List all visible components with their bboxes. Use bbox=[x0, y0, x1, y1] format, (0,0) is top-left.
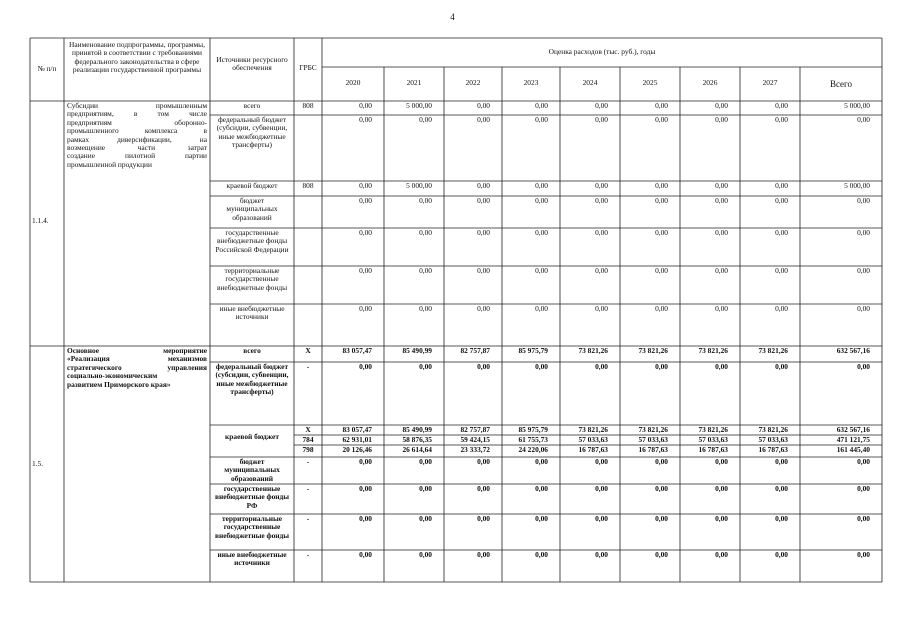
value-cell: 0,00 bbox=[477, 228, 490, 237]
grbs-code: - bbox=[306, 550, 310, 559]
page-number: 4 bbox=[450, 12, 455, 22]
grbs-code: 798 bbox=[302, 444, 314, 454]
year-header: 2022 bbox=[465, 78, 481, 87]
value-cell: 0,00 bbox=[857, 115, 870, 124]
grbs-code: 784 bbox=[302, 434, 314, 444]
value-cell: 73 821,26 bbox=[638, 424, 668, 434]
value-cell: 85 975,79 bbox=[518, 424, 548, 434]
grbs-code: 808 bbox=[302, 101, 314, 110]
value-cell: 85 975,79 bbox=[518, 346, 548, 355]
value-cell: 0,00 bbox=[775, 196, 788, 205]
year-header: 2023 bbox=[523, 78, 539, 87]
value-cell: 0,00 bbox=[655, 457, 668, 466]
value-cell: 0,00 bbox=[595, 196, 608, 205]
source-label: иные внебюджетные источники bbox=[217, 551, 287, 568]
value-cell: 0,00 bbox=[419, 228, 432, 237]
grbs-code: X bbox=[305, 424, 311, 434]
value-cell: 82 757,87 bbox=[460, 346, 490, 355]
source-label: краевой бюджет bbox=[225, 432, 279, 441]
value-cell: 0,00 bbox=[477, 484, 490, 493]
grbs-code: - bbox=[306, 484, 310, 493]
source-label: бюджет муниципальных образований bbox=[224, 458, 280, 483]
source-label: краевой бюджет bbox=[226, 182, 278, 190]
value-cell: 0,00 bbox=[535, 304, 548, 313]
value-cell: 0,00 bbox=[655, 550, 668, 559]
value-cell: 0,00 bbox=[359, 304, 372, 313]
value-cell: 0,00 bbox=[535, 181, 548, 190]
value-cell: 5 000,00 bbox=[844, 101, 870, 110]
value-cell: 0,00 bbox=[419, 196, 432, 205]
value-cell: 0,00 bbox=[359, 550, 372, 559]
value-cell: 0,00 bbox=[857, 514, 870, 523]
value-cell: 0,00 bbox=[715, 550, 728, 559]
value-cell: 0,00 bbox=[477, 196, 490, 205]
column-header-number: № п/п bbox=[37, 64, 57, 73]
value-cell: 5 000,00 bbox=[406, 101, 432, 110]
measure-name-line: предприятиям, в том числе bbox=[67, 109, 207, 119]
source-label: государственные внебюджетные фонды РФ bbox=[214, 485, 290, 510]
value-cell: 59 424,15 bbox=[460, 434, 490, 444]
value-cell: 61 755,73 bbox=[518, 434, 548, 444]
value-cell: 0,00 bbox=[477, 115, 490, 124]
value-cell: 0,00 bbox=[535, 514, 548, 523]
value-cell: 0,00 bbox=[477, 266, 490, 275]
measure-name-line: социально-экономическим bbox=[67, 371, 158, 381]
measure-name-line: промышленного комплекса в bbox=[67, 126, 207, 136]
value-cell: 0,00 bbox=[715, 514, 728, 523]
value-cell: 0,00 bbox=[655, 196, 668, 205]
measure-name-line: создание пилотной партии bbox=[67, 151, 207, 161]
value-cell: 0,00 bbox=[535, 457, 548, 466]
value-cell: 161 445,40 bbox=[836, 444, 870, 454]
value-cell: 0,00 bbox=[595, 514, 608, 523]
value-cell: 0,00 bbox=[857, 228, 870, 237]
value-cell: 0,00 bbox=[595, 115, 608, 124]
measure-name-line: развитием Приморского края» bbox=[67, 379, 171, 389]
value-cell: 16 787,63 bbox=[698, 444, 728, 454]
year-header: 2025 bbox=[642, 78, 658, 87]
value-cell: 16 787,63 bbox=[638, 444, 668, 454]
value-cell: 0,00 bbox=[419, 115, 432, 124]
source-label: федеральный бюджет (субсидии, субвенции, иные межбюджетные трансферты) bbox=[216, 116, 288, 150]
value-cell: 0,00 bbox=[775, 101, 788, 110]
value-cell: 0,00 bbox=[857, 196, 870, 205]
measure-name-line: предприятиям оборонно- bbox=[67, 117, 207, 127]
value-cell: 0,00 bbox=[595, 266, 608, 275]
value-cell: 0,00 bbox=[655, 101, 668, 110]
grbs-code: 808 bbox=[302, 181, 314, 190]
value-cell: 0,00 bbox=[535, 196, 548, 205]
row-number: 1.5. bbox=[32, 459, 44, 468]
value-cell: 20 126,46 bbox=[342, 444, 372, 454]
value-cell: 0,00 bbox=[359, 228, 372, 237]
measure-name-line: возмещение части затрат bbox=[67, 143, 207, 152]
value-cell: 0,00 bbox=[477, 362, 490, 371]
value-cell: 16 787,63 bbox=[578, 444, 608, 454]
value-cell: 0,00 bbox=[595, 484, 608, 493]
value-cell: 0,00 bbox=[655, 266, 668, 275]
value-cell: 0,00 bbox=[857, 266, 870, 275]
grbs-code: - bbox=[306, 514, 310, 523]
value-cell: 73 821,26 bbox=[698, 424, 728, 434]
value-cell: 24 220,06 bbox=[518, 444, 548, 454]
value-cell: 58 876,35 bbox=[402, 434, 432, 444]
value-cell: 73 821,26 bbox=[698, 346, 728, 355]
value-cell: 57 033,63 bbox=[758, 434, 788, 444]
value-cell: 0,00 bbox=[359, 266, 372, 275]
value-cell: 0,00 bbox=[655, 362, 668, 371]
value-cell: 0,00 bbox=[595, 304, 608, 313]
value-cell: 5 000,00 bbox=[406, 181, 432, 190]
value-cell: 632 567,16 bbox=[836, 424, 870, 434]
value-cell: 73 821,26 bbox=[638, 346, 668, 355]
value-cell: 0,00 bbox=[655, 514, 668, 523]
value-cell: 0,00 bbox=[359, 457, 372, 466]
value-cell: 0,00 bbox=[477, 181, 490, 190]
value-cell: 57 033,63 bbox=[698, 434, 728, 444]
value-cell: 471 121,75 bbox=[836, 434, 870, 444]
source-label: иные внебюджетные источники bbox=[219, 305, 285, 322]
value-cell: 0,00 bbox=[857, 457, 870, 466]
grbs-code: - bbox=[306, 457, 310, 466]
year-header: 2026 bbox=[702, 78, 718, 87]
value-cell: 0,00 bbox=[857, 304, 870, 313]
year-header: 2024 bbox=[582, 78, 598, 87]
value-cell: 0,00 bbox=[595, 362, 608, 371]
value-cell: 0,00 bbox=[419, 304, 432, 313]
value-cell: 0,00 bbox=[775, 228, 788, 237]
value-cell: 73 821,26 bbox=[578, 346, 608, 355]
value-cell: 0,00 bbox=[535, 115, 548, 124]
value-cell: 0,00 bbox=[359, 101, 372, 110]
value-cell: 0,00 bbox=[655, 304, 668, 313]
value-cell: 0,00 bbox=[655, 484, 668, 493]
value-cell: 0,00 bbox=[775, 304, 788, 313]
value-cell: 0,00 bbox=[419, 484, 432, 493]
value-cell: 0,00 bbox=[715, 484, 728, 493]
value-cell: 0,00 bbox=[535, 266, 548, 275]
grbs-code: X bbox=[305, 346, 311, 355]
value-cell: 23 333,72 bbox=[460, 444, 490, 454]
measure-name-line: Субсидии промышленным bbox=[67, 101, 207, 110]
value-cell: 26 614,64 bbox=[402, 444, 432, 454]
value-cell: 0,00 bbox=[775, 266, 788, 275]
value-cell: 85 490,99 bbox=[402, 346, 432, 355]
value-cell: 0,00 bbox=[359, 514, 372, 523]
value-cell: 0,00 bbox=[477, 101, 490, 110]
measure-name-line: рамках диверсификации, на bbox=[67, 134, 207, 144]
value-cell: 0,00 bbox=[715, 228, 728, 237]
value-cell: 0,00 bbox=[535, 550, 548, 559]
measure-name-line: промышленной продукции bbox=[67, 159, 152, 169]
value-cell: 0,00 bbox=[595, 457, 608, 466]
value-cell: 0,00 bbox=[775, 362, 788, 371]
value-cell: 0,00 bbox=[655, 115, 668, 124]
value-cell: 0,00 bbox=[775, 457, 788, 466]
source-label: всего bbox=[243, 102, 261, 110]
value-cell: 0,00 bbox=[715, 362, 728, 371]
value-cell: 0,00 bbox=[359, 362, 372, 371]
value-cell: 73 821,26 bbox=[578, 424, 608, 434]
value-cell: 73 821,26 bbox=[758, 346, 788, 355]
value-cell: 0,00 bbox=[535, 101, 548, 110]
value-cell: 0,00 bbox=[595, 181, 608, 190]
value-cell: 83 057,47 bbox=[342, 424, 372, 434]
value-cell: 85 490,99 bbox=[402, 424, 432, 434]
value-cell: 57 033,63 bbox=[638, 434, 668, 444]
source-label: территориальные государственные внебюджетные фонды bbox=[216, 267, 288, 292]
column-header-name: Наименование подпрограммы, программы, принятой в соответствии с требованиями федерального законодательства в сфере реализации государственной программы bbox=[69, 40, 205, 75]
year-header: 2027 bbox=[762, 78, 778, 87]
value-cell: 0,00 bbox=[715, 115, 728, 124]
source-label: бюджет муниципальных образований bbox=[226, 197, 278, 222]
value-cell: 16 787,63 bbox=[758, 444, 788, 454]
value-cell: 0,00 bbox=[477, 550, 490, 559]
value-cell: 0,00 bbox=[655, 181, 668, 190]
value-cell: 0,00 bbox=[655, 228, 668, 237]
value-cell: 0,00 bbox=[715, 196, 728, 205]
value-cell: 73 821,26 bbox=[758, 424, 788, 434]
value-cell: 82 757,87 bbox=[460, 424, 490, 434]
value-cell: 0,00 bbox=[477, 514, 490, 523]
column-header-grbs: ГРБС bbox=[299, 63, 317, 72]
value-cell: 0,00 bbox=[775, 514, 788, 523]
value-cell: 83 057,47 bbox=[342, 346, 372, 355]
value-cell: 0,00 bbox=[535, 228, 548, 237]
value-cell: 0,00 bbox=[477, 457, 490, 466]
value-cell: 0,00 bbox=[715, 457, 728, 466]
source-label: всего bbox=[243, 347, 261, 355]
value-cell: 57 033,63 bbox=[578, 434, 608, 444]
row-number: 1.1.4. bbox=[32, 216, 49, 225]
value-cell: 0,00 bbox=[715, 266, 728, 275]
value-cell: 0,00 bbox=[857, 550, 870, 559]
value-cell: 0,00 bbox=[419, 514, 432, 523]
source-label: государственные внебюджетные фонды Российской Федерации bbox=[215, 229, 289, 254]
grbs-code: - bbox=[306, 362, 310, 371]
value-cell: 62 931,01 bbox=[342, 434, 372, 444]
year-header: 2021 bbox=[406, 78, 422, 87]
value-cell: 0,00 bbox=[359, 196, 372, 205]
value-cell: 0,00 bbox=[857, 362, 870, 371]
value-cell: 0,00 bbox=[359, 484, 372, 493]
value-cell: 0,00 bbox=[595, 550, 608, 559]
measure-name-line: Основное мероприятие bbox=[67, 346, 207, 355]
value-cell: 0,00 bbox=[419, 362, 432, 371]
value-cell: 0,00 bbox=[775, 550, 788, 559]
year-header: Всего bbox=[829, 79, 853, 89]
column-header-source: Источники ресурсного обеспечения bbox=[216, 55, 288, 73]
value-cell: 0,00 bbox=[595, 228, 608, 237]
source-label: федеральный бюджет (субсидии, субвенции, иные межбюджетные трансферты) bbox=[215, 363, 289, 397]
value-cell: 0,00 bbox=[359, 181, 372, 190]
value-cell: 5 000,00 bbox=[844, 181, 870, 190]
measure-name-line: «Реализация механизмов bbox=[67, 354, 207, 364]
value-cell: 0,00 bbox=[715, 101, 728, 110]
value-cell: 0,00 bbox=[419, 550, 432, 559]
value-cell: 0,00 bbox=[535, 362, 548, 371]
value-cell: 0,00 bbox=[775, 115, 788, 124]
value-cell: 0,00 bbox=[775, 181, 788, 190]
value-cell: 0,00 bbox=[535, 484, 548, 493]
measure-name-line: стратегического управления bbox=[67, 362, 207, 372]
source-label: территориальные государственные внебюджетные фонды bbox=[214, 515, 290, 540]
value-cell: 0,00 bbox=[715, 304, 728, 313]
value-cell: 0,00 bbox=[419, 457, 432, 466]
value-cell: 0,00 bbox=[857, 484, 870, 493]
year-header: 2020 bbox=[345, 78, 361, 87]
value-cell: 0,00 bbox=[477, 304, 490, 313]
value-cell: 0,00 bbox=[359, 115, 372, 124]
value-cell: 0,00 bbox=[595, 101, 608, 110]
value-cell: 0,00 bbox=[419, 266, 432, 275]
value-cell: 0,00 bbox=[775, 484, 788, 493]
column-header-estimate: Оценка расходов (тыс. руб.), годы bbox=[548, 47, 656, 56]
value-cell: 0,00 bbox=[715, 181, 728, 190]
value-cell: 632 567,16 bbox=[836, 346, 870, 355]
